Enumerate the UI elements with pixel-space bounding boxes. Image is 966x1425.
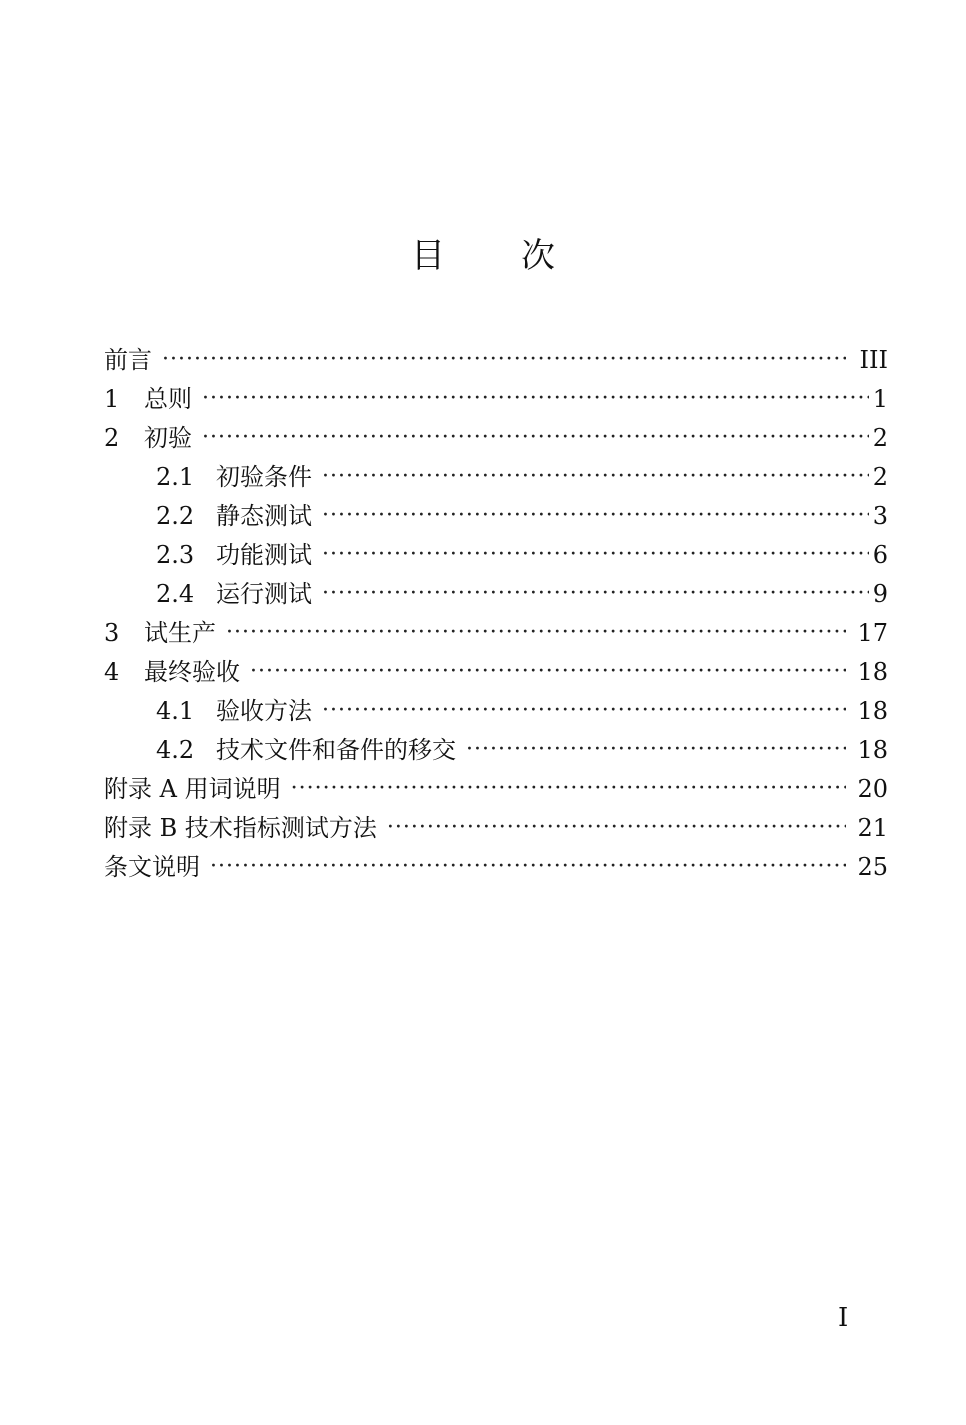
toc-label: 技术文件和备件的移交 [216, 736, 456, 764]
toc-entry-preface[interactable] [104, 336, 888, 375]
toc-label: 附录 A 用词说明 [104, 775, 281, 803]
toc-entry-2[interactable] [104, 414, 888, 453]
page-number: I [838, 1303, 849, 1333]
toc-entry-4[interactable] [104, 648, 888, 687]
toc-page: 2 [872, 463, 888, 491]
dot-leader [202, 384, 869, 414]
toc-number: 2.2 [156, 502, 195, 530]
toc-label: 总则 [144, 385, 192, 413]
toc-number: 2.3 [156, 541, 195, 569]
dot-leader [322, 501, 869, 531]
title-char-1: 目 [411, 236, 445, 276]
toc-entry-2-4[interactable] [104, 570, 888, 609]
toc-entry-4-1[interactable] [104, 687, 888, 726]
toc-label: 功能测试 [216, 541, 312, 569]
page-title [0, 232, 966, 280]
toc-number: 2 [104, 424, 120, 452]
toc-entry-2-1[interactable] [104, 453, 888, 492]
toc-page: 17 [857, 619, 888, 647]
dot-leader [202, 423, 869, 453]
toc-number: 4.2 [156, 736, 195, 764]
toc-number: 2.4 [156, 580, 195, 608]
toc-label: 附录 B 技术指标测试方法 [104, 814, 377, 842]
toc-page: 6 [872, 541, 888, 569]
toc-label: 最终验收 [144, 658, 240, 686]
toc-label: 静态测试 [216, 502, 312, 530]
dot-leader [322, 579, 869, 609]
dot-leader [466, 735, 846, 765]
toc-label: 试生产 [144, 619, 216, 647]
toc-page: 25 [857, 853, 888, 881]
toc-entry-2-3[interactable] [104, 531, 888, 570]
toc-label: 运行测试 [216, 580, 312, 608]
dot-leader [322, 540, 869, 570]
toc-entry-3[interactable] [104, 609, 888, 648]
toc-label: 初验 [144, 424, 192, 452]
dot-leader [250, 657, 846, 687]
toc-number: 3 [104, 619, 120, 647]
toc-page: III [859, 346, 888, 374]
toc-number: 2.1 [156, 463, 195, 491]
table-of-contents [104, 336, 888, 882]
title-char-2: 次 [521, 236, 555, 276]
toc-page: 2 [872, 424, 888, 452]
toc-entry-4-2[interactable] [104, 726, 888, 765]
dot-leader [210, 852, 846, 882]
toc-label: 条文说明 [104, 853, 200, 881]
toc-page: 20 [857, 775, 888, 803]
toc-label: 验收方法 [216, 697, 312, 725]
toc-page: 18 [857, 697, 888, 725]
toc-number: 1 [104, 385, 120, 413]
toc-entry-2-2[interactable] [104, 492, 888, 531]
toc-entry-commentary[interactable] [104, 843, 888, 882]
toc-label: 初验条件 [216, 463, 312, 491]
toc-label: 前言 [104, 346, 152, 374]
toc-number: 4 [104, 658, 120, 686]
toc-number: 4.1 [156, 697, 195, 725]
toc-page: 21 [857, 814, 888, 842]
toc-entry-1[interactable] [104, 375, 888, 414]
toc-page: 3 [872, 502, 888, 530]
dot-leader [387, 813, 846, 843]
toc-page: 18 [857, 736, 888, 764]
toc-page: 9 [872, 580, 888, 608]
dot-leader [291, 774, 846, 804]
toc-entry-appendix-a[interactable] [104, 765, 888, 804]
dot-leader [162, 345, 846, 375]
dot-leader [322, 462, 869, 492]
dot-leader [226, 618, 846, 648]
toc-entry-appendix-b[interactable] [104, 804, 888, 843]
toc-page: 18 [857, 658, 888, 686]
toc-page: 1 [872, 385, 888, 413]
dot-leader [322, 696, 846, 726]
